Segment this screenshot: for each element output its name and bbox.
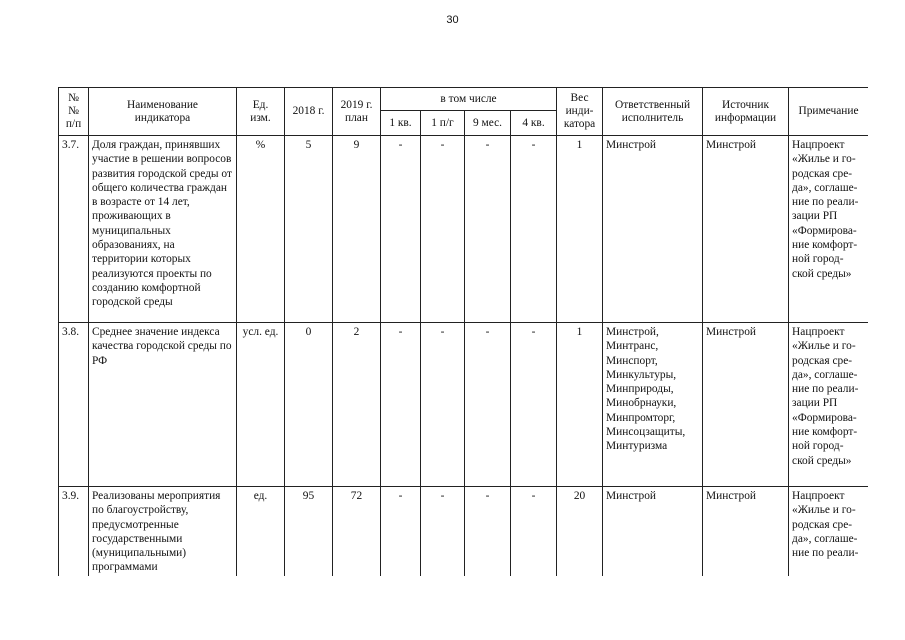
row-weight: 1 bbox=[557, 323, 603, 487]
header-h1: 1 п/г bbox=[421, 111, 465, 136]
page-number: 30 bbox=[446, 14, 459, 26]
table-header bbox=[59, 88, 869, 136]
row-name: Доля граждан, принявших участие в решении вопросов развития городской среды от общего количества граждан в возрасте от 14 лет, проживающих в муниципальных образованиях, на территории которых реализуются проекты по созданию комфортной городской среды bbox=[89, 136, 237, 323]
table-row bbox=[59, 323, 869, 487]
row-q4: - bbox=[511, 487, 557, 577]
row-num: 3.7. bbox=[59, 136, 89, 323]
row-unit: ед. bbox=[237, 487, 285, 577]
row-9m: - bbox=[465, 487, 511, 577]
row-2018: 5 bbox=[285, 136, 333, 323]
row-weight: 1 bbox=[557, 136, 603, 323]
row-unit: усл. ед. bbox=[237, 323, 285, 487]
row-2018: 0 bbox=[285, 323, 333, 487]
row-2019: 2 bbox=[333, 323, 381, 487]
row-q1: - bbox=[381, 487, 421, 577]
header-unit: Ед. изм. bbox=[237, 88, 285, 136]
row-responsible: Минстрой bbox=[603, 136, 703, 323]
table-body bbox=[59, 136, 869, 577]
header-source: Источник информации bbox=[703, 88, 789, 136]
header-name: Наименование индикатора bbox=[89, 88, 237, 136]
row-9m: - bbox=[465, 323, 511, 487]
header-2018: 2018 г. bbox=[285, 88, 333, 136]
row-9m: - bbox=[465, 136, 511, 323]
table-row bbox=[59, 136, 869, 323]
table-row bbox=[59, 487, 869, 577]
header-q1: 1 кв. bbox=[381, 111, 421, 136]
row-q4: - bbox=[511, 323, 557, 487]
row-weight: 20 bbox=[557, 487, 603, 577]
row-note: Нацпроект «Жилье и го- родская сре- да», соглаше- ние по реали- bbox=[789, 487, 868, 577]
row-q4: - bbox=[511, 136, 557, 323]
row-2019: 72 bbox=[333, 487, 381, 577]
row-h1: - bbox=[421, 323, 465, 487]
header-note: Примечание bbox=[789, 88, 868, 136]
header-2019-plan: 2019 г. план bbox=[333, 88, 381, 136]
row-unit: % bbox=[237, 136, 285, 323]
row-name: Среднее значение индекса качества городской среды по РФ bbox=[89, 323, 237, 487]
row-2019: 9 bbox=[333, 136, 381, 323]
indicator-table bbox=[58, 87, 868, 576]
row-num: 3.9. bbox=[59, 487, 89, 577]
row-source: Минстрой bbox=[703, 136, 789, 323]
row-responsible: Минстрой bbox=[603, 487, 703, 577]
header-num: № № п/п bbox=[59, 88, 89, 136]
row-responsible: Минстрой, Минтранс, Минспорт, Минкультуры, Минприроды, Минобрнауки, Минпромторг, Минсоцзащиты, Минтуризма bbox=[603, 323, 703, 487]
row-name: Реализованы мероприятия по благоустройству, предусмотренные государственными (муниципальными) программами bbox=[89, 487, 237, 577]
row-note: Нацпроект «Жилье и го- родская сре- да», соглаше- ние по реали- зации РП «Формирова- ние комфорт- ной город- ской среды» bbox=[789, 136, 868, 323]
row-h1: - bbox=[421, 136, 465, 323]
header-responsible: Ответственный исполнитель bbox=[603, 88, 703, 136]
header-9m: 9 мес. bbox=[465, 111, 511, 136]
row-source: Минстрой bbox=[703, 487, 789, 577]
row-num: 3.8. bbox=[59, 323, 89, 487]
row-2018: 95 bbox=[285, 487, 333, 577]
row-h1: - bbox=[421, 487, 465, 577]
row-q1: - bbox=[381, 323, 421, 487]
header-q4: 4 кв. bbox=[511, 111, 557, 136]
row-q1: - bbox=[381, 136, 421, 323]
row-source: Минстрой bbox=[703, 323, 789, 487]
row-note: Нацпроект «Жилье и го- родская сре- да», соглаше- ние по реали- зации РП «Формирова- ние комфорт- ной город- ской среды» bbox=[789, 323, 868, 487]
header-weight: Вес инди- катора bbox=[557, 88, 603, 136]
indicator-table-wrapper bbox=[58, 87, 868, 576]
header-including: в том числе bbox=[381, 88, 557, 111]
